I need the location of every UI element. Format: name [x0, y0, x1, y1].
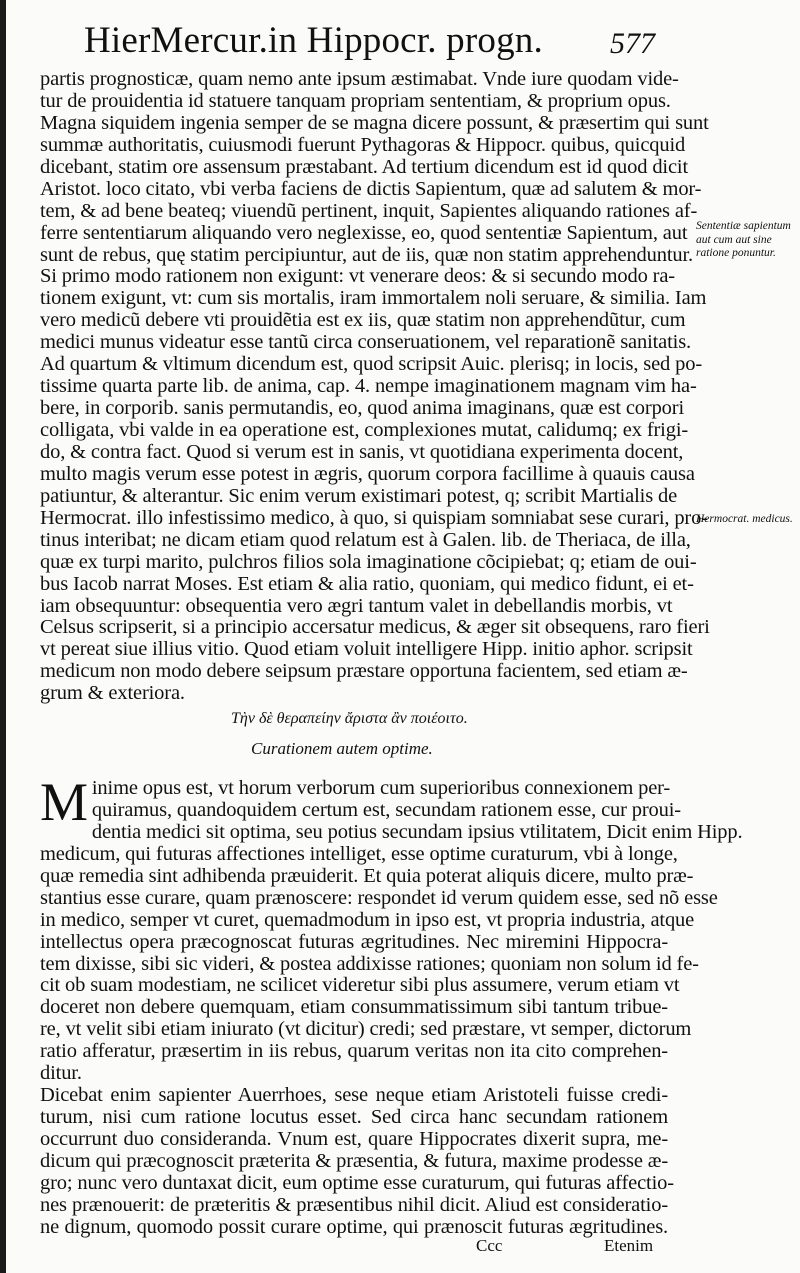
- text-line: Si primo modo rationem non exigunt: vt venerare deos: & si secundo modo ra-: [40, 265, 675, 288]
- text-line: vt pereat siue illius vitio. Quod etiam voluit intelligere Hipp. initio aphor. scripsit: [40, 638, 693, 661]
- text-line: bus Iacob narrat Moses. Est etiam & alia ratio, quoniam, qui medico fidunt, ei et-: [40, 572, 694, 595]
- text-line: doceret non debere quemquam, etiam consummatissimum sibi tantum tribue-: [40, 996, 668, 1019]
- text-line: iam obsequuntur: obsequentia vero ægri tantum valet in debellandis morbis, vt: [40, 594, 673, 617]
- text-line: stantius esse curare, quam prænoscere: respondet id verum quidem esse, sed nõ esse: [40, 886, 718, 909]
- text-line: quiramus, quandoquidem certum est, secundam rationem esse, cur proui-: [91, 798, 681, 821]
- text-line: medici munus videatur esse tantũ circa conseruationem, vel reparationẽ sanitatis.: [40, 331, 692, 354]
- greek-lemma: Τὴν δὲ θεραπείην ἄριστα ἂν ποιέοιτο.: [231, 710, 468, 727]
- text-line: inime opus est, vt horum verborum cum superioribus connexionem per-: [91, 777, 671, 799]
- text-line: tinus interibat; ne dicam etiam quod relatum est à Galen. lib. de Theriaca, de illa,: [40, 528, 691, 551]
- text-line: vero medicũ debere vti prouidẽtia est ex iis, quæ statim non apprehendũtur, cum: [40, 309, 686, 332]
- text-line: turum, nisi cum ratione locutus esset. Sed circa hanc secundam rationem: [40, 1106, 668, 1129]
- text-line: quæ ex turpi marito, pulchros filios sola imaginatione cõcipiebat; q; etiam de oui-: [40, 550, 697, 573]
- text-line: re, vt velit sibi etiam iniurato (vt dicitur) credi; sed præstare, vt semper, dictorum: [40, 1018, 692, 1041]
- text-line: partis prognosticæ, quam nemo ante ipsum æstimabat. Vnde iure quodam vide-: [40, 68, 679, 90]
- text-line: tissime quarta parte lib. de anima, cap. 4. nempe imaginationem magnam vim ha-: [40, 375, 697, 398]
- latin-lemma: Curationem autem optime.: [251, 739, 433, 758]
- text-line: tem, & ad bene beateq; viuendũ pertinent, inquit, Sapientes aliquando rationes af-: [40, 199, 698, 222]
- text-line: tur de prouidentia id statuere tanquam propriam sententiam, & proprium opus.: [40, 89, 671, 112]
- text-line: Dicebat enim sapienter Auerrhoes, sese neque etiam Aristoteli fuisse credi-: [40, 1084, 668, 1107]
- text-line: Aristot. loco citato, vbi verba faciens de dictis Sapientum, quæ ad salutem & mor-: [40, 177, 702, 200]
- text-line: gro; nunc vero duntaxat dicit, eum optime esse curaturum, qui futuras affectio-: [40, 1171, 674, 1194]
- text-line: do, & contra fact. Quod si verum est in sanis, vt quotidiana experimenta docent,: [40, 440, 684, 463]
- text-line: medicum, qui futuras affectiones intelliget, esse optime curaturum, vbi à longe,: [40, 842, 678, 865]
- text-line: occurrunt duo consideranda. Vnum est, quare Hippocrates dixerit supra, me-: [40, 1128, 668, 1150]
- text-line: grum & exteriora.: [40, 682, 185, 705]
- text-line: Celsus scripserit, si a principio accersatur medicus, & æger sit obsequens, raro fieri: [40, 616, 710, 639]
- text-line: cit ob suam modestiam, ne scilicet videretur sibi plus assumere, verum etiam vt: [40, 974, 680, 997]
- text-line: summæ authoritatis, cuiusmodi fuerunt Pythagoras & Hippocr. quibus, quicquid: [40, 133, 686, 156]
- signature-mark: Ccc: [476, 1236, 503, 1255]
- text-line: nes prænouerit: de præteritis & præsentibus nihil dicit. Aliud est consideratio-: [40, 1193, 668, 1216]
- text-line: tionem exigunt, vt: cum sis mortalis, iram immortalem noli seruare, & similia. Iam: [40, 287, 707, 310]
- text-line: sunt de rebus, quę statim percipiuntur, aut de iis, quæ non statim apprehenduntur.: [40, 243, 694, 266]
- text-line: colligata, vbi valde in ea operatione est, complexiones mutat, calidumq; ex frigi-: [40, 419, 689, 441]
- running-header: HierMercur.in Hippocr. progn.: [84, 20, 543, 61]
- text-line: Ad quartum & vltimum dicendum est, quod scripsit Auic. plerisq; in locis, sed po-: [40, 353, 702, 376]
- text-line: medicum non modo debere seipsum præstare opportuna facientem, sed etiam æ-: [40, 660, 688, 683]
- text-line: bere, in corporib. sanis permutandis, eo, quod anima imaginans, quæ est corpori: [40, 397, 685, 420]
- text-line: ferre sententiarum aliquando vero neglexisse, eo, quod sententiæ Sapientum, aut: [40, 221, 688, 244]
- text-line: dentia medici sit optima, seu potius secundam ipsius vtilitatem, Dicit enim Hipp.: [91, 820, 743, 843]
- text-line: Magna siquidem ingenia semper de se magna dicere possunt, & præsertim qui sunt: [40, 111, 709, 134]
- text-line: quæ remedia sint adhibenda præuiderit. Et quia poterat aliquis dicere, multo præ-: [40, 864, 694, 887]
- catchword: Etenim: [604, 1236, 654, 1255]
- text-line: intellectus opera præcognoscat futuras ægritudines. Nec miremini Hippocra-: [40, 930, 668, 953]
- text-line: Hermocrat. illo infestissimo medico, à quo, si quispiam somniabat sese curari, pro-: [40, 506, 708, 529]
- margin-note-hermocrat: Hermocrat. medicus.: [696, 513, 793, 525]
- drop-cap: M: [40, 772, 88, 832]
- text-line: multo magis verum esse potest in ægris, quorum corpora facillime à quauis causa: [40, 462, 695, 485]
- text-line: ditur.: [40, 1062, 82, 1085]
- text-line: dicum qui præcognoscit præterita & præsentia, & futura, maxime prodesse æ-: [40, 1149, 668, 1172]
- text-line: dicebant, statim ore assensum præstabant. Ad tertium dicendum est id quod dicit: [40, 155, 689, 178]
- text-line: patiuntur, & alterantur. Sic enim verum existimari potest, q; scribit Martialis de: [40, 484, 678, 507]
- text-line: tem dixisse, sibi sic videri, & postea addixisse rationes; quoniam non solum id fe-: [40, 952, 699, 975]
- text-line: ne dignum, quomodo possit curare optime, qui prænoscit futuras ægritudines.: [40, 1215, 668, 1238]
- text-line: in medico, semper vt curet, quemadmodum in ipso est, vt propria industria, atque: [40, 908, 695, 931]
- commentary-paragraph-2: [40, 772, 743, 1239]
- text-line: ratio afferatur, præsertim in iis rebus, quarum veritas non ita cito comprehen-: [40, 1040, 668, 1063]
- commentary-paragraph-1: [40, 68, 710, 705]
- page-number: 577: [610, 27, 655, 60]
- margin-note-sententiae: Sententiæ sapientum aut cum aut sine ratione ponuntur.: [696, 220, 791, 259]
